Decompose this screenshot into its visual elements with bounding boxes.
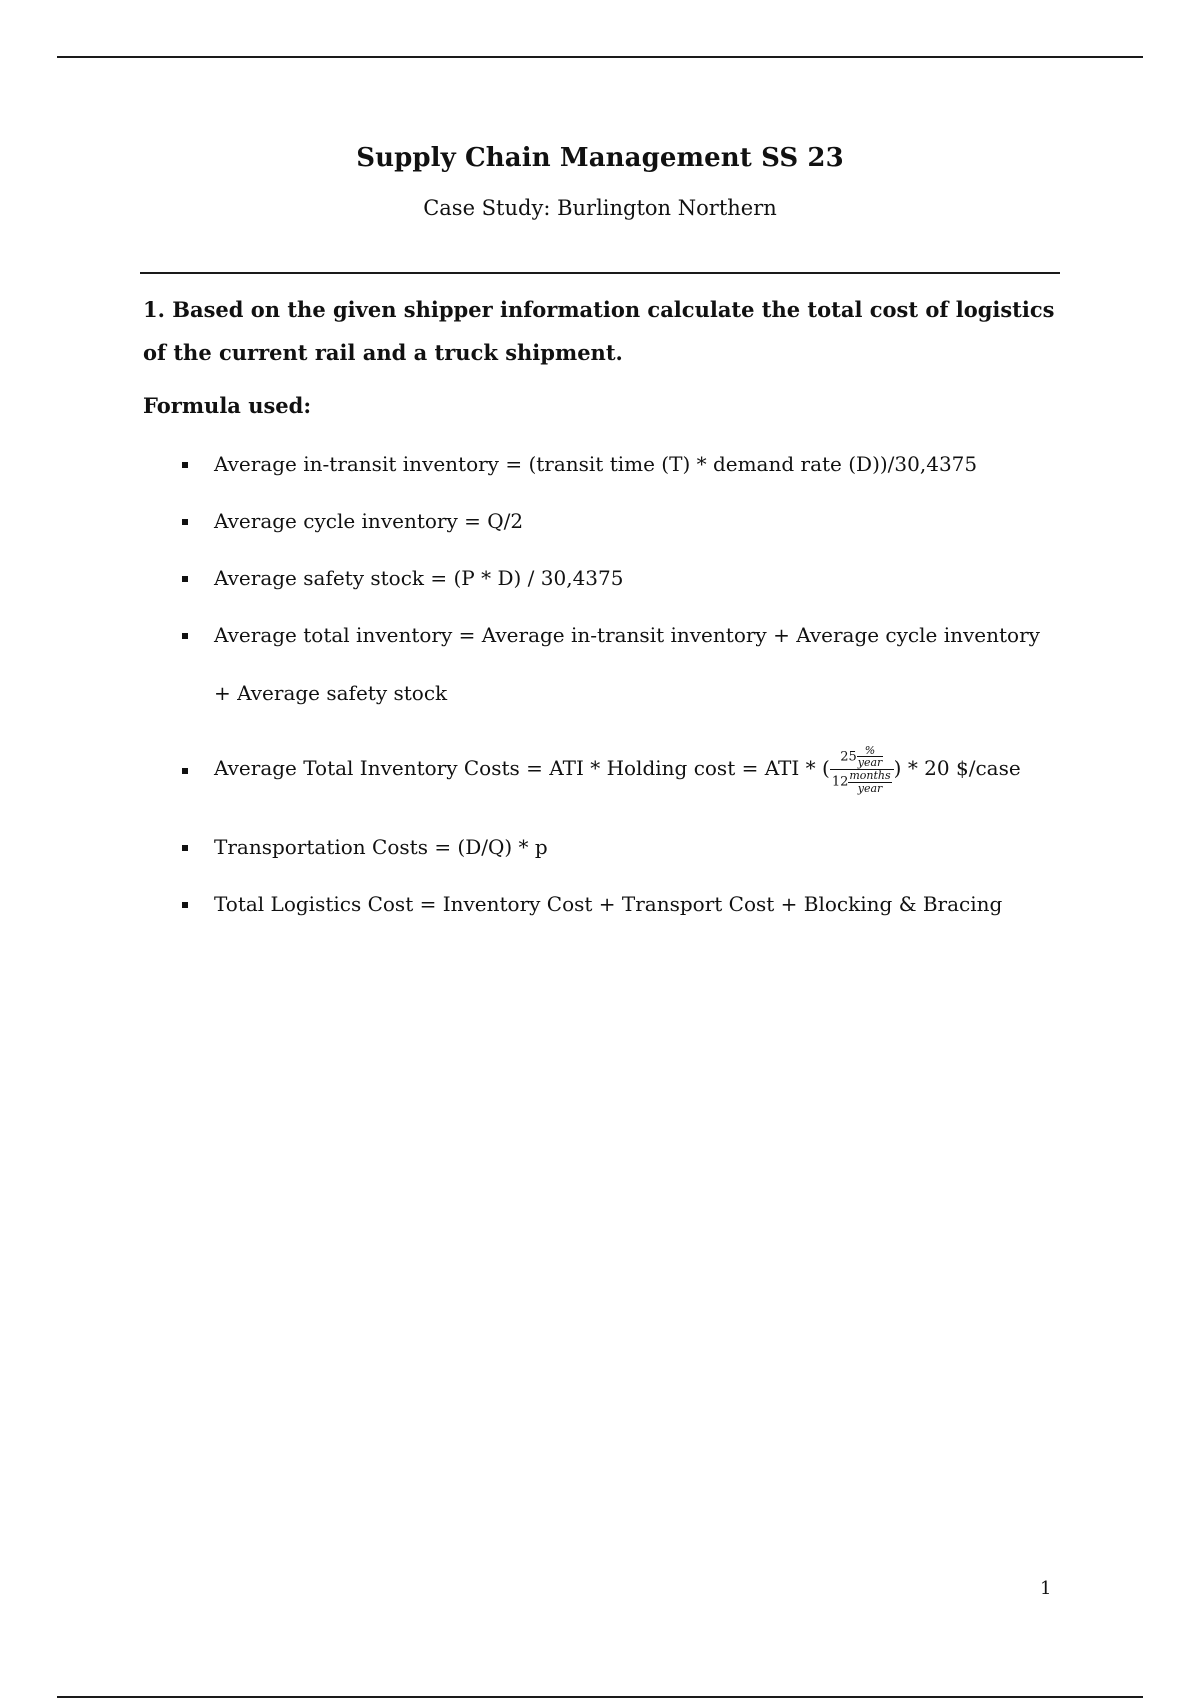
page-bottom-rule	[57, 1696, 1143, 1698]
formula-item-inventory-costs	[214, 740, 1021, 796]
document-title: Supply Chain Management SS 23	[356, 143, 844, 173]
document-subtitle: Case Study: Burlington Northern	[423, 196, 777, 220]
formula-item-total-inventory-continued: + Average safety stock	[214, 681, 448, 705]
formula-item-in-transit: Average in-transit inventory = (transit time (T) * demand rate (D))/30,4375	[214, 452, 978, 476]
inventory-costs-text-start: Average Total Inventory Costs = ATI * Holding cost = ATI * (	[214, 756, 830, 780]
bullet-icon	[182, 633, 188, 639]
bullet-icon	[182, 462, 188, 468]
inventory-costs-text-end: ) * 20 $/case	[893, 756, 1021, 780]
page-top-rule	[57, 56, 1143, 58]
holding-rate-fraction	[830, 745, 894, 794]
formula-item-total-logistics: Total Logistics Cost = Inventory Cost + Transport Cost + Blocking & Bracing	[214, 892, 1003, 916]
question-heading: 1. Based on the given shipper information calculate the total cost of logistics of the current rail and a truck shipment.	[143, 297, 1055, 365]
formula-item-cycle: Average cycle inventory = Q/2	[214, 509, 524, 533]
section-divider	[140, 272, 1060, 274]
bullet-icon	[182, 902, 188, 908]
formula-item-safety-stock: Average safety stock = (P * D) / 30,4375	[214, 566, 624, 590]
bullet-icon	[182, 519, 188, 525]
bullet-icon	[182, 768, 188, 774]
bullet-icon	[182, 845, 188, 851]
formula-label: Formula used:	[143, 393, 312, 418]
bullet-icon	[182, 576, 188, 582]
page-number: 1	[1040, 1578, 1052, 1599]
holding-rate-denominator: 12 $\frac{\text{months}}{\text{year}}$	[831, 769, 891, 795]
formula-item-transportation: Transportation Costs = (D/Q) * p	[214, 835, 548, 859]
holding-rate-numerator: 25 $\frac{\%}{\text{year}}$	[830, 745, 894, 770]
formula-item-total-inventory: Average total inventory = Average in-transit inventory + Average cycle inventory	[214, 623, 1040, 647]
